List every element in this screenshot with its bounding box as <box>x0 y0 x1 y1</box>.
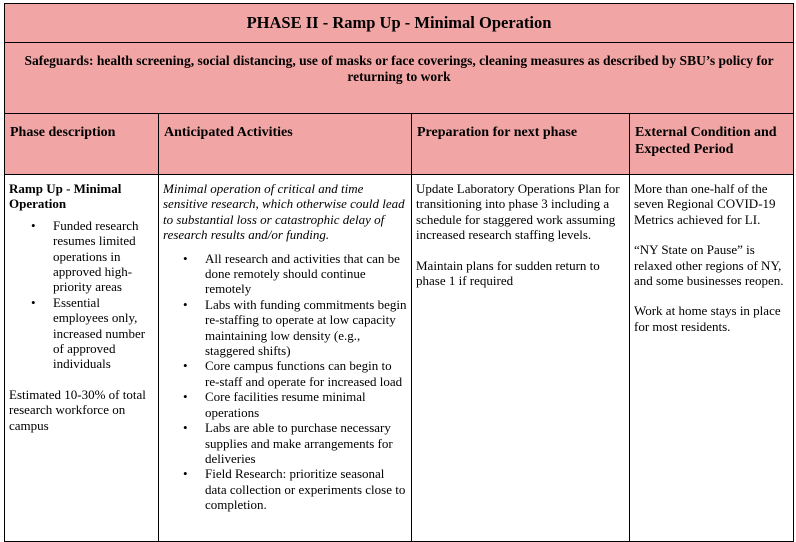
header-anticipated-activities: Anticipated Activities <box>159 114 412 175</box>
preparation-paragraph: Maintain plans for sudden return to phase 1 if required <box>416 257 600 289</box>
phase-bullet: • Essential employees only, increased number of approved individuals <box>53 295 154 372</box>
workforce-estimate: Estimated 10-30% of total research workforce on campus <box>9 386 146 433</box>
activity-bullet: • All research and activities that can be done remotely should continue remotely <box>205 251 407 297</box>
activity-bullet: • Core campus functions can begin to re-staff and operate for increased load <box>205 358 407 389</box>
header-preparation: Preparation for next phase <box>412 114 630 175</box>
preparation-cell <box>412 175 630 542</box>
activity-bullet: • Field Research: prioritize seasonal data collection or experiments close to completion. <box>205 466 407 512</box>
activity-bullet: • Labs with funding commitments begin re-staffing to operate at low capacity maintaining low density (e.g., staggered shifts) <box>205 297 407 359</box>
activity-bullet: • Core facilities resume minimal operations <box>205 389 407 420</box>
activities-bullets <box>163 251 407 513</box>
phase-bullet: • Funded research resumes limited operations in approved high-priority areas <box>53 218 154 295</box>
external-condition-cell <box>630 175 794 542</box>
safeguards-text: Safeguards: health screening, social distancing, use of masks or face coverings, cleaning measures as described by SBU’s policy for returning to work <box>5 43 794 114</box>
activity-bullet: • Labs are able to purchase necessary supplies and make arrangements for deliveries <box>205 420 407 466</box>
phase-description-cell <box>5 175 159 542</box>
header-phase-description: Phase description <box>5 114 159 175</box>
activities-intro: Minimal operation of critical and time sensitive research, which otherwise could lead to substantial loss or catastrophic delay of research results and/or funding. <box>163 181 405 243</box>
external-paragraph: More than one-half of the seven Regional COVID-19 Metrics achieved for LI. <box>634 181 776 227</box>
external-paragraph: Work at home stays in place for most residents. <box>634 303 781 334</box>
phase-title: PHASE II - Ramp Up - Minimal Operation <box>5 4 794 43</box>
anticipated-activities-cell <box>159 175 412 542</box>
phase-table-wrapper <box>4 3 794 542</box>
phase-heading: Ramp Up - Minimal Operation <box>9 181 122 212</box>
external-paragraph: “NY State on Pause” is relaxed other regions of NY, and some businesses reopen. <box>634 242 784 289</box>
phase-table <box>4 3 794 542</box>
phase-bullets <box>9 218 154 372</box>
header-external-condition: External Condition and Expected Period <box>630 114 794 175</box>
preparation-paragraph: Update Laboratory Operations Plan for transitioning into phase 3 including a schedule for staggered work assuming increased research staffing levels. <box>416 181 620 243</box>
